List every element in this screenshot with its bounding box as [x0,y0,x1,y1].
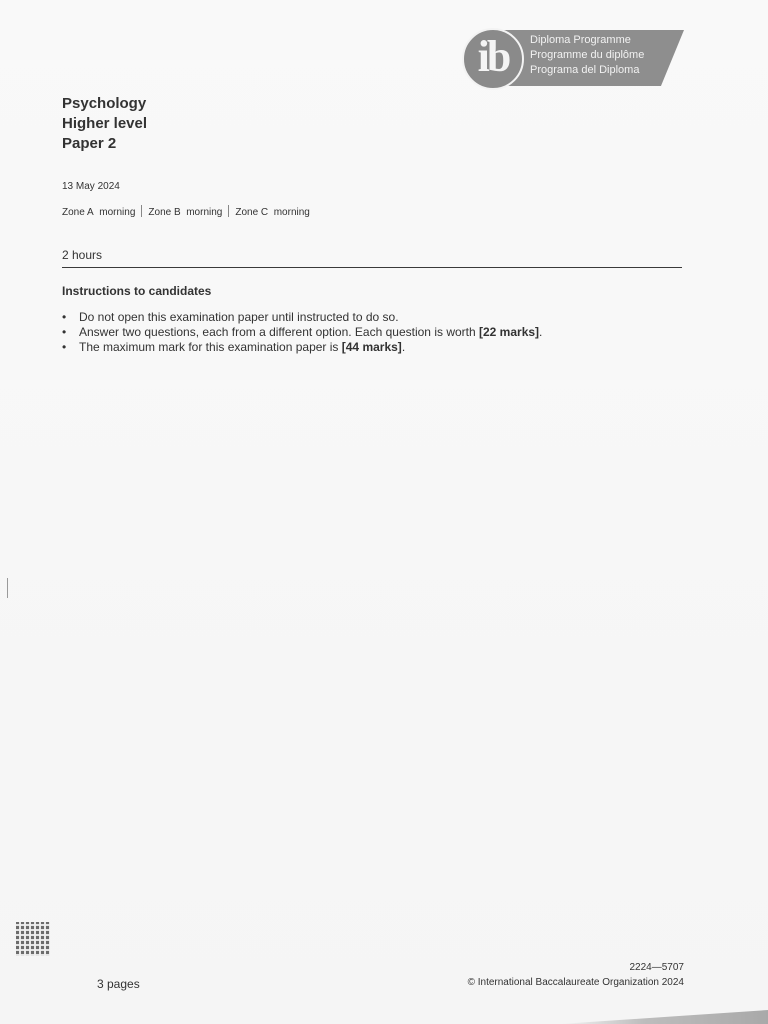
scan-shadow [560,1010,768,1024]
zone-b: Zone B morning [148,207,223,218]
paper-title [62,94,147,154]
datamatrix-barcode-icon [16,922,50,956]
scan-edge-mark [7,578,8,598]
logo-line-en: Diploma Programme [530,34,631,46]
exam-duration: 2 hours [62,248,103,262]
logo-line-es: Programa del Diploma [530,64,640,76]
divider [62,267,682,268]
instruction-item: • The maximum mark for this examination paper is [44 marks]. [62,340,542,355]
zone-a: Zone A morning [62,207,136,218]
zone-separator [141,205,142,217]
instructions-heading: Instructions to candidates [62,284,212,298]
level: Higher level [62,115,148,132]
page-count: 3 pages [97,977,140,991]
zone-c: Zone C morning [235,207,310,218]
subject: Psychology [62,95,147,112]
ib-logo-icon [462,28,524,90]
paper-number: Paper 2 [62,135,117,152]
paper-code: 2224—5707 [629,962,684,973]
zone-sessions [62,205,310,218]
zone-separator [228,205,229,217]
instructions-list [62,310,542,355]
logo-mark: ib [477,32,509,81]
instruction-item: • Do not open this examination paper until instructed to do so. [62,310,542,325]
instruction-item: • Answer two questions, each from a different option. Each question is worth [22 marks]. [62,325,542,340]
logo-line-fr: Programme du diplôme [530,49,645,61]
exam-date: 13 May 2024 [62,181,120,192]
logo-text [530,33,644,78]
copyright: © International Baccalaureate Organization 2024 [467,977,684,988]
ib-logo [462,28,684,90]
